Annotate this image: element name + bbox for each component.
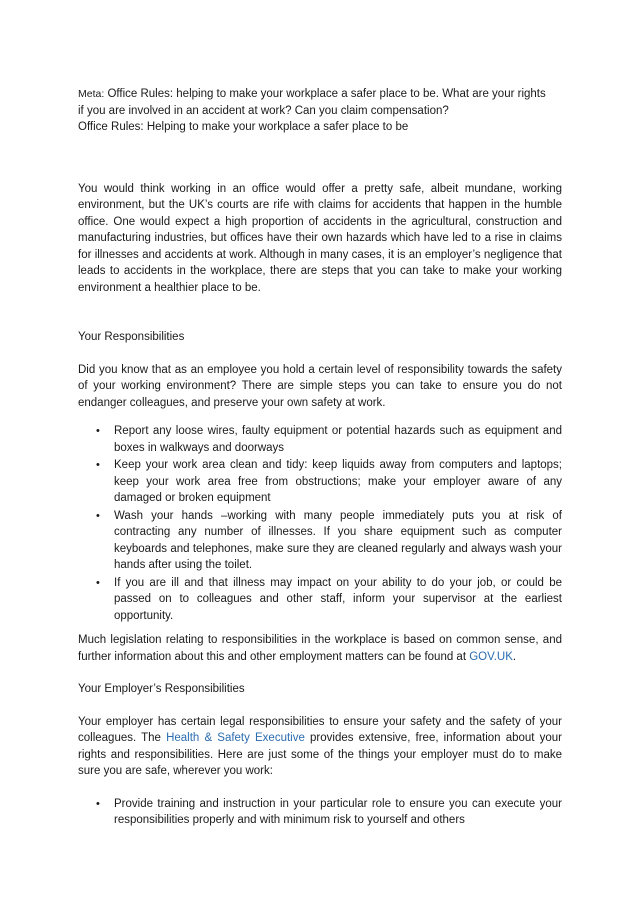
meta-line2: if you are involved in an accident at work? Can you claim compensation? <box>78 104 449 117</box>
meta-description <box>78 86 562 136</box>
employer-intro <box>78 714 562 780</box>
list-item-text: Keep your work area clean and tidy: keep liquids away from computers and laptops; keep your work area free from obstructions; make your employer aware of any damaged or broken equipment <box>114 459 562 504</box>
list-item <box>78 796 562 829</box>
employer-intro-text: Your employer has certain legal responsibilities to ensure your safety and the safety of your colleagues. The <box>78 715 562 744</box>
bullet-icon: • <box>96 797 100 810</box>
bullet-icon: • <box>96 459 100 471</box>
article-title: Office Rules: Helping to make your workplace a safer place to be <box>78 121 409 133</box>
list-item-text: Wash your hands –working with many people immediately puts you at risk of contracting any number of illnesses. If you share equipment such as computer keyboards and telephones, make sure they are cleaned regularly and always wash your hands after using the toilet. <box>114 509 562 571</box>
gov-uk-link[interactable]: GOV.UK <box>469 650 513 663</box>
bullet-icon: • <box>96 509 100 522</box>
intro-paragraph: You would think working in an office would offer a pretty safe, albeit mundane, working environment, but the UK’s courts are rife with claims for accidents that happen in the humble office. One would expect a high proportion of accidents in the agricultural, construction and manufacturing industries, but offices have their own hazards which have led to a rise in claims for illnesses and accidents at work. Although in many cases, it is an employer’s negligence that leads to accidents in the workplace, there are steps that you can take to make your working environment a healthier place to be. <box>78 182 562 294</box>
list-item <box>78 457 562 507</box>
employer-heading: Your Employer’s Responsibilities <box>78 683 245 695</box>
meta-label: Meta: <box>78 88 105 100</box>
list-item <box>78 575 562 625</box>
bullet-icon: • <box>96 425 100 437</box>
responsibilities-intro: Did you know that as an employee you hold a certain level of responsibility towards the safety of your working environment? There are simple steps you can take to ensure you do not endanger colleagues, and preserve your own safety at work. <box>78 363 562 409</box>
list-item <box>78 423 562 456</box>
meta-line1: Office Rules: helping to make your workplace a safer place to be. What are your rights <box>104 88 546 100</box>
responsibilities-closing <box>78 632 562 665</box>
responsibilities-heading: Your Responsibilities <box>78 331 185 343</box>
list-item-text: Report any loose wires, faulty equipment or potential hazards such as equipment and boxes in walkways and doorways <box>114 425 562 454</box>
hse-link[interactable]: Health & Safety Executive <box>166 732 305 744</box>
employer-list <box>78 796 562 829</box>
document-page <box>78 86 562 830</box>
employer-intro-rest: provides extensive, free, information about your rights and responsibilities. Here are just some of the things your employer must do to make sure you are safe, wherever you work: <box>78 732 562 777</box>
closing-period: . <box>512 650 517 663</box>
list-item-text: Provide training and instruction in your particular role to ensure you can execute your responsibilities properly and with minimum risk to yourself and others <box>114 797 562 826</box>
responsibilities-list <box>78 423 562 624</box>
closing-text: Much legislation relating to responsibilities in the workplace is based on common sense, and further information about this and other employment matters can be found at <box>78 634 562 663</box>
list-item <box>78 508 562 574</box>
list-item-text: If you are ill and that illness may impact on your ability to do your job, or could be passed on to colleagues and other staff, inform your supervisor at the earliest opportunity. <box>114 576 562 622</box>
bullet-icon: • <box>96 576 100 589</box>
